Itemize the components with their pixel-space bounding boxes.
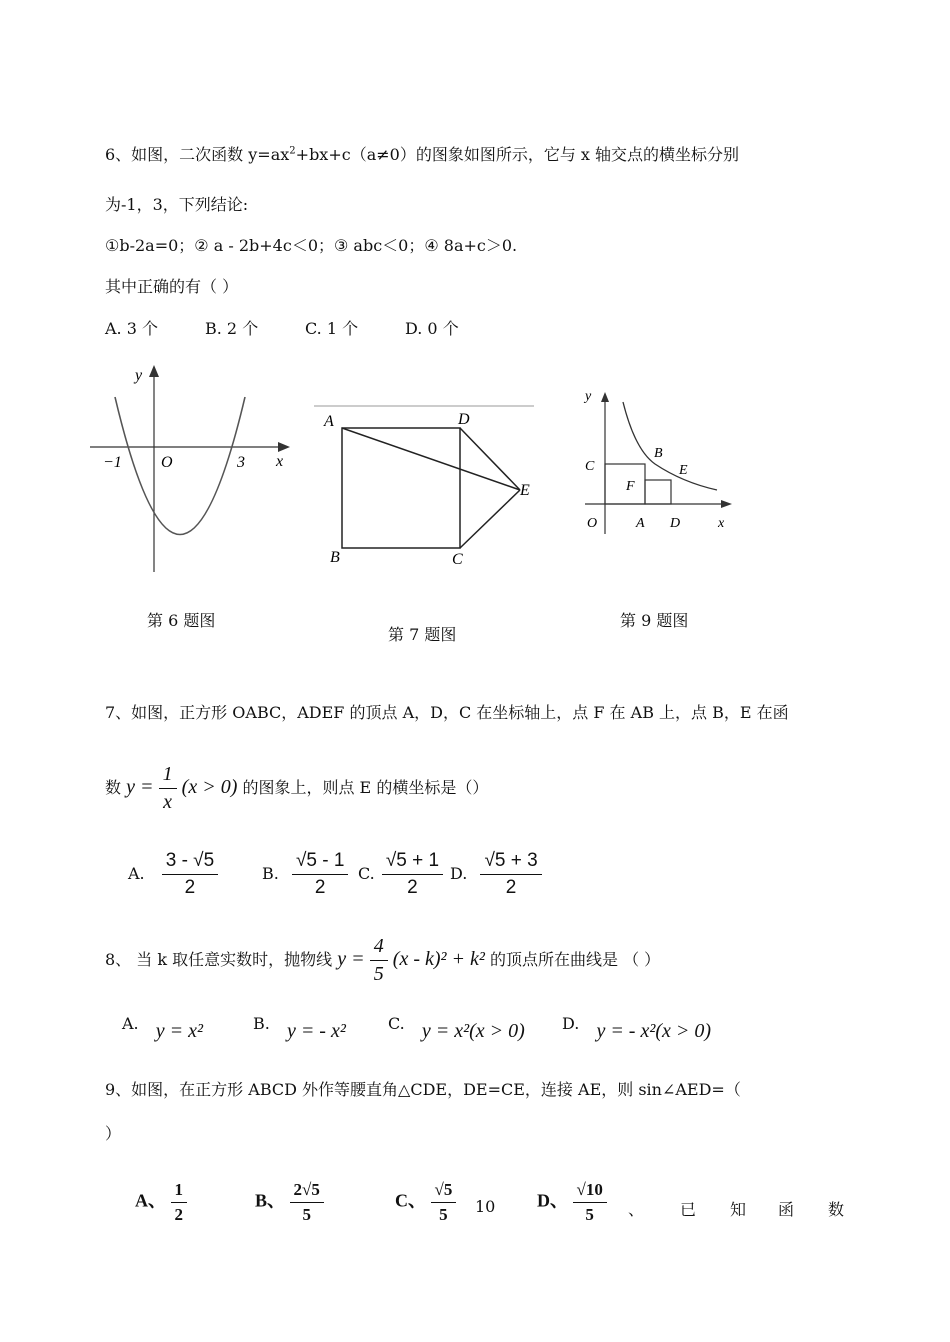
q8-fraction: $\frac{4}{5}$ [370, 935, 388, 986]
q6-line2: 为-1，3，下列结论: [105, 195, 249, 214]
q6-option-c: C. 1 个 [305, 319, 359, 338]
figure-7-square [312, 398, 542, 573]
figure-6-caption: 第 6 题图 [147, 611, 216, 630]
q10-tail-2: 知 [730, 1200, 747, 1219]
fig9-label-d: D [670, 516, 681, 531]
q8-line: 8、 当 k 取任意实数时，抛物线 y = $\frac{4}{5}$ (x - k)² + k² 的顶点所在曲线是 （ ） [105, 935, 661, 985]
y-axis-arrow-icon [149, 365, 159, 377]
q7-line1: 7、如图，正方形 OABC，ADEF 的顶点 A，D，C 在坐标轴上，点 F 在 AB 上，点 B，E 在函 [105, 703, 789, 722]
fig9-label-e: E [679, 463, 688, 478]
segment-ce [460, 490, 520, 548]
q6-line1: 6、如图，二次函数 $y=ax^2+bx+c(a\ne 0)$的图象如图所示，它与 x 轴交点的横坐标分别 [105, 145, 740, 164]
q10-tail-1: 已 [680, 1200, 697, 1219]
q10-number: 10 [475, 1197, 496, 1216]
y-axis-arrow-icon [601, 392, 609, 402]
q10-tail-4: 数 [828, 1200, 845, 1219]
hyperbola-curve [623, 402, 717, 490]
q6-option-d: D. 0 个 [405, 319, 459, 338]
segment-de [460, 428, 520, 490]
x-axis-arrow-icon [721, 500, 732, 508]
x-axis-arrow-icon [278, 442, 290, 452]
fig6-x-label: x [276, 453, 284, 470]
q9-line2: ） [105, 1124, 122, 1143]
q8-option-c: C. y = x²(x > 0) [388, 1014, 525, 1042]
fig6-y-label: y [135, 367, 143, 384]
fig7-label-a: A [324, 413, 334, 430]
q8-option-a: A. y = x² [122, 1014, 203, 1042]
fig9-y-label: y [585, 389, 592, 404]
q10-tail-0: 、 [628, 1200, 645, 1219]
fig9-label-f: F [626, 479, 635, 494]
figure-9-caption: 第 9 题图 [620, 611, 689, 630]
q6-option-b: B. 2 个 [205, 319, 259, 338]
q9-option-a: A、 $\frac{1}{2}$ [135, 1180, 187, 1225]
fig6-origin-label: O [161, 454, 173, 471]
q7-option-d: D. $\frac{√5 + 3}{2}$ [450, 850, 542, 899]
fig7-label-d: D [458, 411, 470, 428]
q6-line3: ①b-2a=0；② a - 2b+4c＜0；③ abc＜0；④ 8a+c＞0. [105, 236, 518, 255]
fig6-three-label: 3 [237, 454, 245, 471]
fig9-label-o: O [587, 516, 598, 531]
fig9-x-label: x [718, 516, 725, 531]
fig9-label-b: B [654, 446, 663, 461]
square-abcd [342, 428, 460, 548]
fig7-label-c: C [452, 551, 463, 568]
fig6-neg1-label: −1 [103, 454, 122, 471]
segment-ae [342, 428, 520, 490]
q9-option-d: D、 $\frac{√10}{5}$ [537, 1180, 607, 1225]
q9-option-b: B、 $\frac{2√5}{5}$ [255, 1180, 324, 1225]
parabola-curve [115, 397, 245, 535]
q7-func-fraction: $\frac{1}{x}$ [159, 763, 177, 814]
figure-7-caption: 第 7 题图 [388, 625, 457, 644]
q7-option-a: A. $\frac{3 - √5}{2}$ [128, 850, 218, 899]
fig9-label-a: A [636, 516, 645, 531]
q7-line2: 数 y = $\frac{1}{x}$ (x > 0) 的图象上，则点 E 的横坐标是（） [105, 763, 489, 813]
q8-option-d: D. y = - x²(x > 0) [562, 1014, 712, 1042]
q8-option-b: B. y = - x² [253, 1014, 346, 1042]
fig7-label-b: B [330, 549, 340, 566]
fig7-label-e: E [520, 482, 530, 499]
q7-func-lhs: y = [126, 776, 154, 798]
square-adef [645, 480, 671, 504]
q6-line4: 其中正确的有（ ） [105, 277, 239, 296]
q9-line1: 9、如图，在正方形 ABCD 外作等腰直角△CDE，DE=CE，连接 AE，则 sin∠AED=（ [105, 1080, 741, 1099]
fig9-label-c: C [585, 459, 595, 474]
q9-option-c: C、 $\frac{√5}{5}$ [395, 1180, 456, 1225]
q7-option-b: B. $\frac{√5 - 1}{2}$ [262, 850, 348, 899]
q7-option-c: C. $\frac{√5 + 1}{2}$ [358, 850, 443, 899]
figure-6-parabola [85, 362, 300, 577]
q10-tail-3: 函 [778, 1200, 795, 1219]
figure-9-hyperbola [575, 382, 740, 542]
q7-func-domain: (x > 0) [181, 776, 238, 798]
square-oabc [605, 464, 645, 504]
q6-option-a: A. 3 个 [105, 319, 158, 338]
